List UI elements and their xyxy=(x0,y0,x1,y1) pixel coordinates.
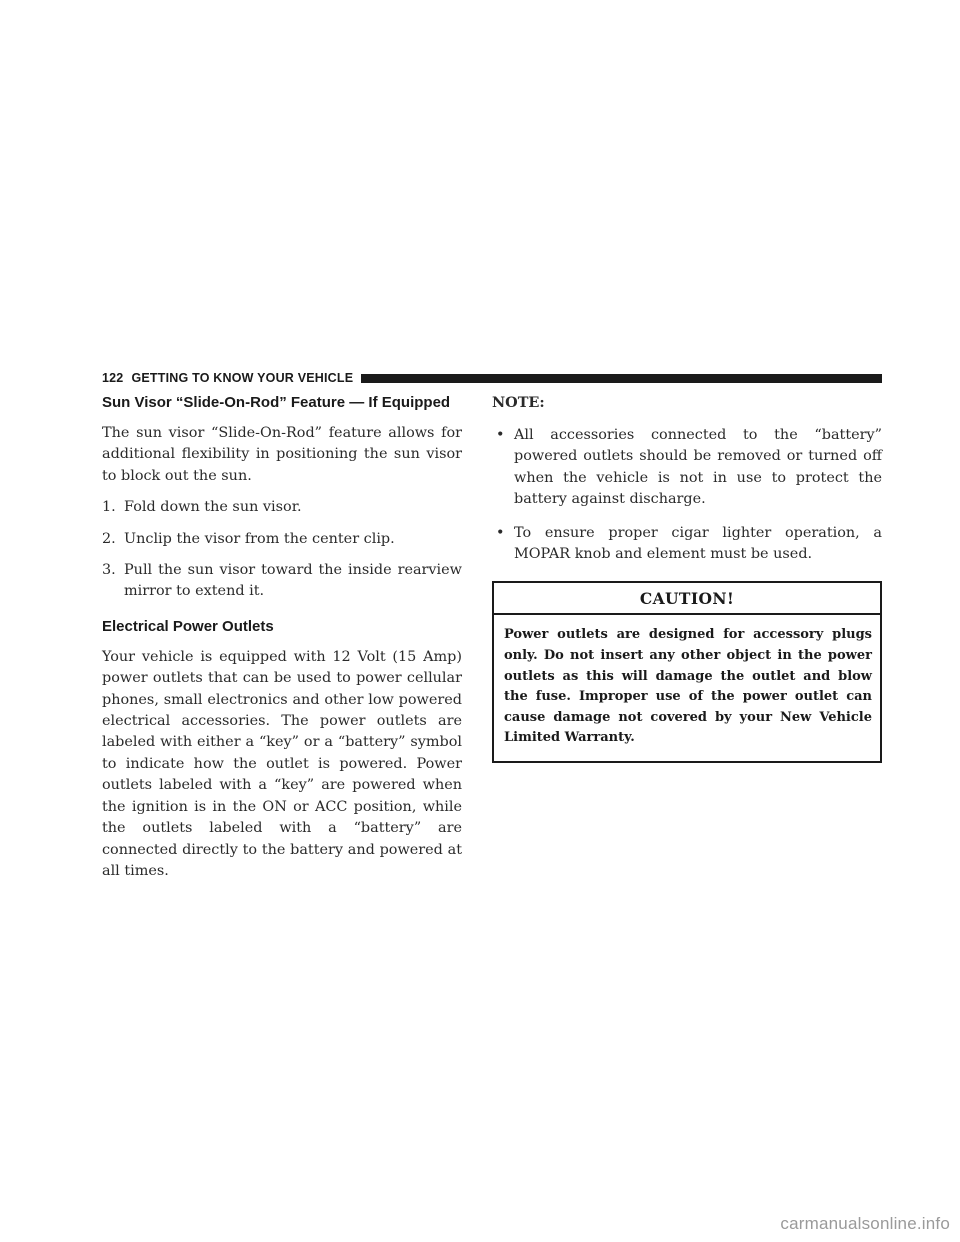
power-outlets-body: Your vehicle is equipped with 12 Volt (15 Amp) power outlets that can be used to power cellular phones, small electronics and other low powered electrical accessories. The power outlets are labeled with either a “key” or a “battery” symbol to indicate how the outlet is powered. Power outlets labeled with a “key” are powered when the ignition is in the ON or ACC position, while the outlets labeled with a “battery” are connected directly to the battery and powered at all times. xyxy=(102,648,462,879)
watermark-text: carmanualsonline.info xyxy=(780,1214,950,1233)
step-item xyxy=(102,529,462,550)
caution-body: Power outlets are designed for accessory plugs only. Do not insert any other object in the power outlets as this will damage the outlet and blow the fuse. Improper use of the power outlet can cause damage not covered by your New Vehicle Limited Warranty. xyxy=(504,627,872,746)
page-number: 122 xyxy=(102,371,124,385)
sun-visor-heading: Sun Visor “Slide-On-Rod” Feature — If Equipped xyxy=(102,394,451,411)
bullet-text: All accessories connected to the “battery” powered outlets should be removed or turned off when the vehicle is not in use to protect the battery against discharge. xyxy=(514,427,882,508)
bullet-mark: • xyxy=(496,427,505,443)
page-header xyxy=(102,370,882,386)
sun-visor-intro: The sun visor “Slide-On-Rod” feature allows for additional flexibility in positioning the sun visor to block out the sun. xyxy=(102,425,462,484)
right-column xyxy=(492,393,882,763)
caution-title: CAUTION! xyxy=(494,583,880,615)
header-rule xyxy=(361,374,882,383)
bullet-text: To ensure proper cigar lighter operation, a MOPAR knob and element must be used. xyxy=(514,524,882,563)
step-number: 1. xyxy=(102,499,116,516)
step-text: Unclip the visor from the center clip. xyxy=(124,530,395,547)
step-text: Fold down the sun visor. xyxy=(124,499,302,516)
note-bullet xyxy=(492,523,882,566)
power-outlets-heading: Electrical Power Outlets xyxy=(102,617,274,635)
step-item xyxy=(102,560,462,603)
step-text: Pull the sun visor toward the inside rearview mirror to extend it. xyxy=(124,562,462,600)
caution-box xyxy=(492,581,882,763)
step-number: 2. xyxy=(102,530,116,547)
step-item xyxy=(102,497,462,518)
note-label: NOTE: xyxy=(492,394,545,411)
bullet-mark: • xyxy=(496,524,505,541)
section-title: GETTING TO KNOW YOUR VEHICLE xyxy=(131,371,354,385)
left-column xyxy=(102,393,462,892)
note-bullet xyxy=(492,425,882,511)
step-number: 3. xyxy=(102,562,116,579)
